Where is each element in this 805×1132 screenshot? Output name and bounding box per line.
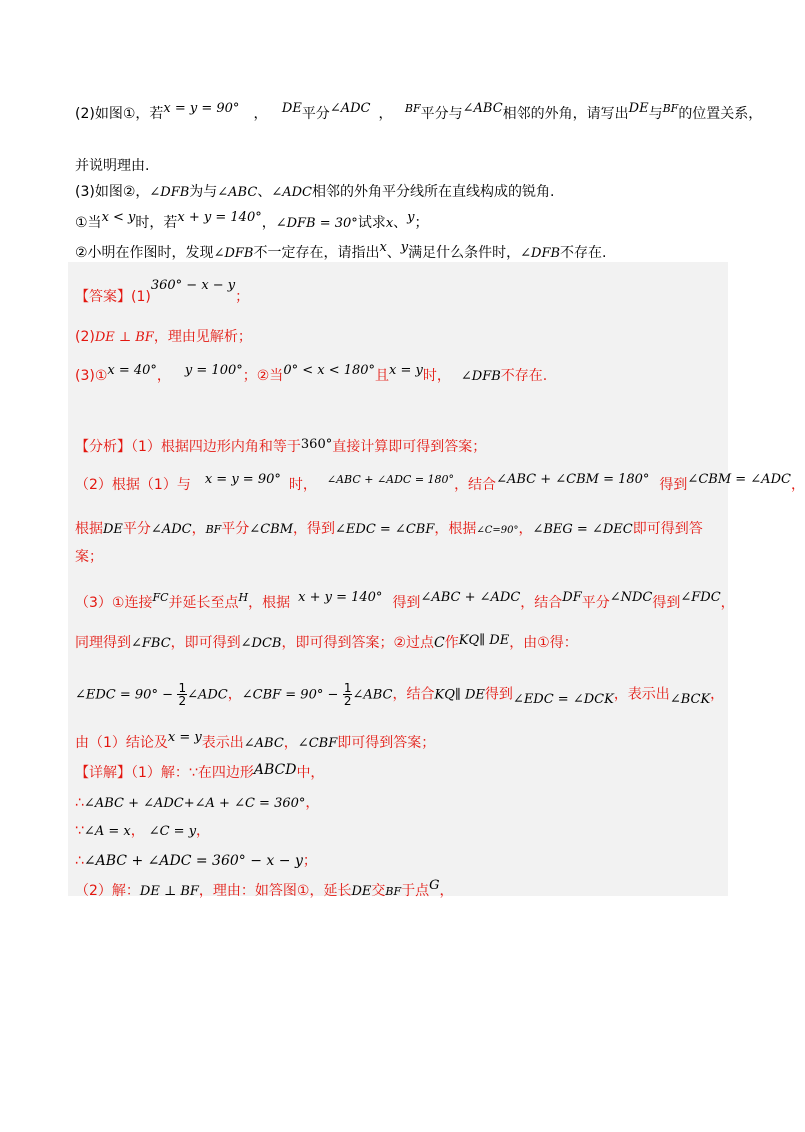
math-expression: ∠A = x [83,824,131,839]
text-segment: 、 [257,184,272,200]
math-expression: FC [152,591,169,604]
math-expression: ∠CBM = ∠ADC [687,472,791,487]
text-segment: 相邻的外角平分线所在直线构成的锐角. [311,184,555,200]
math-expression: DE ⊥ BF [139,884,199,899]
text-segment: 得到 [659,477,688,493]
math-expression: ∠DFB [213,246,254,261]
punctuation: ， [261,215,276,231]
math-expression: ∠ABC + ∠CBM = 180° [496,472,650,487]
detail-line-3 [75,820,728,840]
answer-label: (2) [75,329,95,345]
math-expression: KQ∥ DE [458,633,510,648]
text-segment: ②小明在作图时，发现 [75,245,214,261]
question-2-line-2: 并说明理由. [75,158,150,174]
text-segment: ，即可得到答案；②过点 [281,635,435,651]
text-segment: 的位置关系， [678,106,763,122]
punctuation: ， [790,477,805,493]
math-expression: ∠ADC [150,522,192,537]
punctuation: 、 [393,215,408,231]
text-segment: ，得到 [293,521,336,537]
math-expression: ∠ABC [462,101,503,116]
math-expression: G [429,878,440,893]
question-3-sub-2 [75,242,728,262]
math-expression: ∠EDC = 90° − [75,687,173,703]
text-segment: ，理由：如答图①，延长 [198,883,352,899]
text-segment: 于点 [401,883,430,899]
math-expression: 0° < x < 180° [283,363,376,378]
math-expression: ∠DFB [460,369,501,384]
punctuation: ， [720,595,735,611]
analysis-line-7 [75,682,728,707]
math-expression: ∠C = y [148,824,197,839]
punctuation: ， [191,521,206,537]
math-expression: BF [205,523,222,536]
math-expression: x = y [167,730,202,745]
punctuation: ， [227,686,242,703]
math-expression: ∠DFB = 30° [275,216,358,231]
text-segment: 得到 [652,595,681,611]
text-segment: 与 [648,106,663,122]
math-expression: DE [628,101,649,116]
math-expression: ∠ABC + ∠ADC+∠A + ∠C = 360° [83,796,306,811]
math-expression: ∠ADC [271,185,312,200]
text-segment: 不一定存在，请指出 [253,245,380,261]
math-expression: x [379,240,387,255]
text-segment: 不存在. [560,245,607,261]
question-3-line-1 [75,181,728,201]
text-segment: 满足什么条件时， [408,245,521,261]
text-segment: 得到 [392,595,421,611]
punctuation: ， [253,106,268,122]
math-expression: ∠ABC + ∠ADC = 180° [326,473,455,486]
math-expression: ∠CBM [249,522,294,537]
math-expression: ∠C=90° [476,525,519,536]
text-segment: 时， [422,368,451,384]
math-expression: x [385,216,394,231]
text-segment: 直接计算即可得到答案； [332,439,487,455]
math-expression: BF [385,885,402,898]
punctuation: ， [130,823,145,839]
analysis-line-3 [75,518,728,538]
text-segment: 平分与 [420,106,463,122]
detail-line-5 [75,880,728,900]
text-segment: 时， [288,477,317,493]
fraction-denominator: 2 [178,694,187,708]
punctuation: ， [305,795,320,811]
math-expression: DF [562,590,582,605]
math-expression: x + y = 140° [298,590,383,605]
text-segment: 相邻的外角，请写出 [502,106,629,122]
text-segment: 交 [371,883,386,899]
punctuation: ； [414,215,429,231]
math-expression: ∠ABC [243,736,284,751]
punctuation: ， [378,106,393,122]
text-segment: ，根据 [248,595,291,611]
fraction-denominator: 2 [343,694,352,708]
analysis-line-4: 案； [75,549,103,565]
text-segment: （3）①连接 [75,595,153,611]
math-expression: 360° [300,437,333,452]
math-expression: BF [662,102,679,115]
punctuation: ； [302,853,317,869]
math-expression: DE [351,884,372,899]
analysis-line-2 [75,472,805,494]
punctuation: ， [156,368,171,384]
answer-line-2 [75,326,728,346]
math-expression: ∠FDC [680,590,721,605]
math-expression: ∠EDC = ∠CBF [335,522,435,537]
math-expression: x = 40° [107,363,157,378]
question-2-line-1 [75,101,763,123]
text-segment: 不存在. [500,368,548,384]
therefore-symbol: ∴ [75,853,84,869]
question-3-sub-1 [75,212,728,232]
punctuation: ， [283,735,298,751]
math-expression: BF [404,102,421,115]
math-expression: y [400,240,409,255]
fraction-numerator: 1 [343,681,352,695]
text-segment: 平分 [221,521,250,537]
punctuation: 、 [386,245,401,261]
math-expression: DE [281,101,302,116]
math-expression: ∠ABC [217,185,258,200]
text-segment: 试求 [357,215,386,231]
analysis-line-6 [75,632,728,652]
text-segment: 根据 [75,521,103,537]
text-segment: ，根据 [434,521,477,537]
question-label: (2)如图①，若 [75,106,164,122]
math-expression: x = y = 90° [163,101,240,116]
text-segment: 同理得到 [75,635,131,651]
text-segment: （2）根据（1）与 [75,477,191,493]
math-expression: ∠ADC [187,687,228,703]
answer-line-1 [75,278,728,306]
detail-line-1 [75,762,728,782]
math-expression: ∠ADC [329,101,371,116]
text-segment: 即可得到答案； [337,735,436,751]
math-expression: ∠DFB [149,185,190,200]
math-expression: ∠BEG = ∠DEC [532,522,633,537]
math-expression: 360° − x − y [150,278,236,293]
therefore-symbol: ∴ [75,795,84,811]
math-expression: C [434,635,445,651]
punctuation: ， [196,823,211,839]
text-segment: ，由①得： [509,635,578,651]
text-segment: 时，若 [135,215,178,231]
math-expression: ∠CBF = 90° − [241,687,339,703]
math-expression: DE [103,522,123,537]
math-expression: x = y = 90° [204,472,281,487]
math-expression: y = 100° [184,363,243,378]
text-segment: 即可得到答 [632,521,703,537]
fraction-half [177,682,187,707]
analysis-line-1 [75,436,728,456]
math-expression: ∠DCB [240,636,282,651]
text-segment: 得到 [484,686,513,703]
fraction-numerator: 1 [178,681,187,695]
punctuation: ； [235,289,250,305]
text-segment: ，理由见解析； [153,329,252,345]
text-segment: 作 [444,635,459,651]
math-expression: KQ∥ DE [434,687,485,703]
because-symbol: ∵ [75,823,84,839]
text-segment: 平分 [122,521,151,537]
text-segment: 平分 [581,595,610,611]
text-segment: ，表示出 [613,686,670,703]
detail-tag: 【详解】（1）解：∵在四边形 [75,765,254,781]
question-label: (3)如图②， [75,184,150,200]
text-segment: 为与 [189,184,218,200]
math-expression: ∠NDC [609,590,653,605]
math-expression: ∠CBF [297,736,338,751]
text-segment: ，即可得到 [170,635,241,651]
math-expression: x < y [101,210,136,225]
answer-line-3 [75,365,728,385]
text-segment: ①当 [75,215,102,231]
math-expression: ∠ABC + ∠ADC = 360° − x − y [83,853,303,869]
punctuation: ， [710,686,725,703]
text-segment: （2）解： [75,883,140,899]
math-expression: y [407,210,415,225]
text-segment: ，结合 [520,595,563,611]
detail-line-2 [75,792,728,812]
text-segment: ，结合 [392,686,435,703]
math-expression: ∠ABC + ∠ADC [420,590,521,605]
math-expression: ∠ABC [352,687,393,703]
math-expression: ∠BCK [669,691,711,707]
answer-tag: 【答案】(1) [75,289,151,305]
math-expression: x = y [389,363,423,378]
analysis-line-8 [75,732,728,752]
text-segment: ，结合 [454,477,497,493]
text-segment: 表示出 [201,735,244,751]
answer-label: (3)① [75,368,108,384]
analysis-tag: 【分析】（1）根据四边形内角和等于 [75,439,301,455]
text-segment: ；②当 [242,368,284,384]
detail-line-4 [75,850,728,870]
text-segment: 平分 [301,106,330,122]
text-segment: 中， [296,765,325,781]
text-segment: 由（1）结论及 [75,735,168,751]
math-expression: H [238,591,249,604]
math-expression: ∠EDC = ∠DCK [512,691,614,707]
math-expression: ABCD [253,762,297,778]
punctuation: ， [518,521,533,537]
math-expression: x + y = 140° [177,210,262,225]
text-segment: 且 [375,368,390,384]
math-expression: ∠DFB [520,246,561,261]
math-expression: DE ⊥ BF [94,330,154,345]
math-expression: ∠FBC [131,636,171,651]
punctuation: ， [439,883,454,899]
analysis-line-5 [75,590,735,612]
text-segment: 并延长至点 [168,595,239,611]
